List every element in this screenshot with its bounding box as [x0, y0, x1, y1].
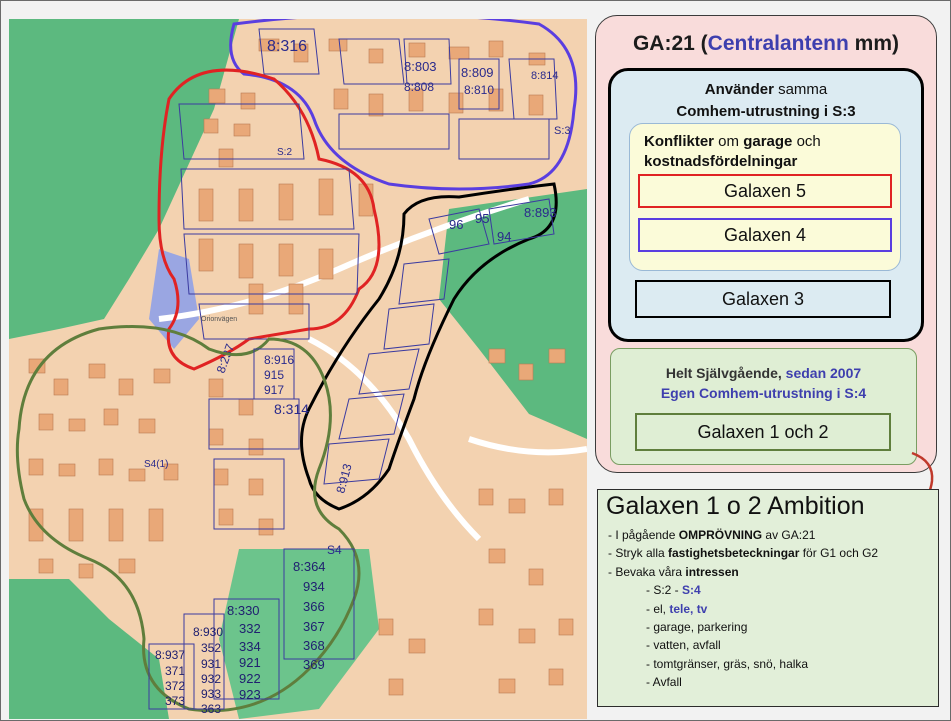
item-text: - S:2 - [646, 583, 683, 598]
item-text: - el, [646, 601, 670, 616]
svg-text:932: 932 [201, 672, 222, 686]
galaxen12-box: Galaxen 1 och 2 [635, 413, 891, 451]
ga21-panel [595, 15, 937, 473]
shared-line1-rest: samma [773, 81, 828, 98]
parcel-label: 8:316 [267, 38, 308, 55]
galaxen4-box: Galaxen 4 [638, 218, 892, 252]
svg-text:363: 363 [201, 702, 222, 716]
parcel-label: 8:814 [531, 70, 559, 82]
ambition-item [608, 526, 933, 544]
independent-text [611, 363, 916, 403]
galaxen5-box: Galaxen 5 [638, 174, 892, 208]
conflict-mid: om [714, 133, 744, 150]
svg-text:923: 923 [239, 687, 261, 702]
svg-text:8:364: 8:364 [293, 559, 326, 574]
parcel-label: 917 [264, 383, 285, 397]
parcel-label: 8:809 [461, 65, 494, 80]
ambition-subitem [608, 600, 933, 618]
parcel-label: 8:810 [464, 83, 495, 97]
ambition-subitem: - garage, parkering [646, 620, 748, 635]
svg-text:933: 933 [201, 687, 222, 701]
galaxen3-box: Galaxen 3 [635, 280, 891, 318]
item-text: - I pågående [608, 528, 679, 542]
ambition-subitem [608, 581, 933, 599]
parcel-label: 8:916 [264, 353, 295, 367]
parcel-label: 8:803 [404, 59, 437, 74]
parcel-label: S4 [327, 543, 342, 557]
svg-text:332: 332 [239, 621, 261, 636]
item-accent: S:4 [682, 583, 701, 598]
independent-line1: Helt Självgående, [665, 365, 782, 381]
svg-text:368: 368 [303, 638, 325, 653]
svg-text:934: 934 [303, 579, 325, 594]
shared-equipment-box [608, 68, 924, 342]
neighborhood-map [9, 19, 587, 719]
title-suffix: mm) [848, 32, 900, 55]
parcel-label: 94 [497, 229, 512, 244]
svg-text:8:330: 8:330 [227, 603, 260, 618]
independent-line2: Egen Comhem-utrustning i S:4 [660, 385, 867, 401]
independent-box [610, 348, 917, 465]
parcel-label: S4(1) [144, 459, 169, 470]
ambition-item [608, 563, 933, 581]
parcel-label: S:3 [554, 125, 571, 137]
item-bold: fastighetsbeteckningar [668, 546, 800, 561]
item-text: för G1 och G2 [799, 546, 879, 561]
parcel-label: 8:314 [274, 401, 310, 417]
item-text: - Bevaka våra [608, 564, 686, 579]
conflict-garage: garage [743, 133, 793, 150]
parcel-label: 96 [449, 217, 464, 232]
ambition-box [597, 489, 939, 707]
item-accent: tele, tv [669, 601, 708, 616]
ga21-title [596, 32, 936, 56]
item-text: av GA:21 [762, 528, 816, 542]
parcel-label: S:2 [277, 147, 293, 158]
parcel-label: 915 [264, 368, 285, 382]
svg-text:369: 369 [303, 657, 325, 672]
parcel-label: 8:808 [404, 80, 435, 94]
svg-text:371: 371 [165, 664, 186, 678]
svg-text:366: 366 [303, 599, 325, 614]
svg-text:931: 931 [201, 657, 222, 671]
item-text: - Stryk alla [608, 546, 669, 561]
svg-text:922: 922 [239, 671, 261, 686]
road-label: Orionvägen [201, 316, 238, 323]
conflict-and: och [792, 133, 821, 150]
svg-text:921: 921 [239, 655, 261, 670]
item-bold: intressen [685, 564, 739, 579]
conflict-word: Konflikter [644, 133, 715, 150]
shared-line1-bold: Använder [704, 81, 774, 98]
item-bold: OMPRÖVNING [678, 528, 763, 542]
independent-since: sedan 2007 [781, 365, 862, 381]
ambition-subitem: - tomtgränser, gräs, snö, halka [646, 656, 809, 671]
title-accent: Centralantenn [707, 32, 849, 55]
parcel-label: 95 [475, 211, 490, 226]
ambition-subitem: - Avfall [646, 675, 682, 690]
parcel-label: 8:237 [213, 342, 238, 376]
svg-text:352: 352 [201, 641, 222, 655]
svg-text:334: 334 [239, 639, 261, 654]
parcel-label: 8:913 [333, 462, 355, 495]
title-prefix: GA:21 ( [632, 32, 708, 55]
parcel-label: 8:893 [524, 205, 557, 220]
ambition-item [608, 544, 933, 562]
svg-text:373: 373 [165, 694, 186, 708]
conflict-text [644, 132, 894, 172]
shared-line2: Comhem-utrustning i S:3 [676, 103, 856, 120]
ambition-list [608, 526, 933, 692]
svg-text:8:930: 8:930 [193, 625, 224, 639]
shared-equipment-text [611, 79, 921, 123]
ambition-title: Galaxen 1 o 2 Ambition [606, 492, 865, 520]
conflict-cost: kostnadsfördelningar [644, 153, 798, 170]
svg-text:8:937: 8:937 [155, 648, 186, 662]
conflict-box [629, 123, 901, 271]
ambition-subitem: - vatten, avfall [646, 638, 721, 653]
svg-text:367: 367 [303, 619, 325, 634]
svg-text:372: 372 [165, 679, 186, 693]
